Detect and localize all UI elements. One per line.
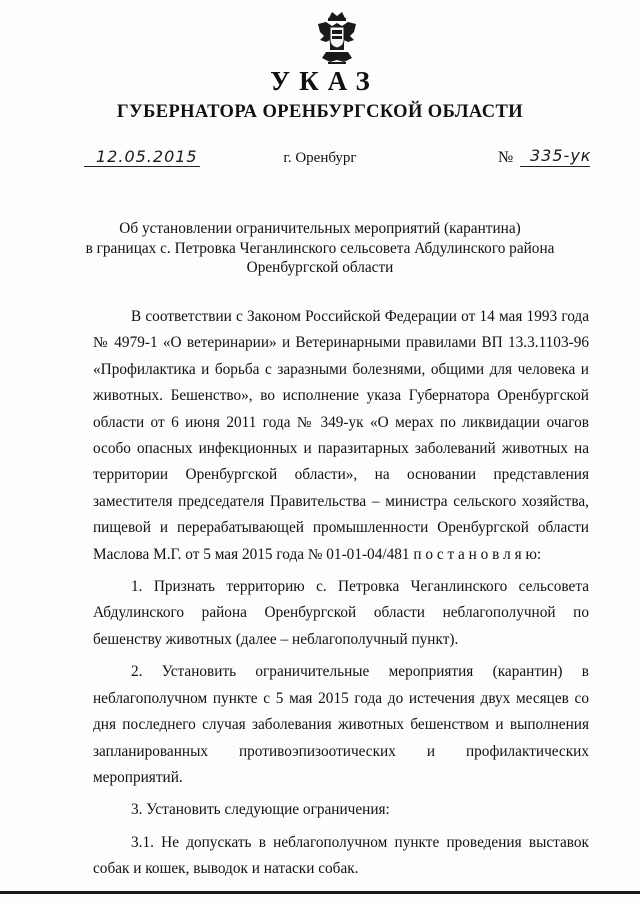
decree-city: г. Оренбург [283, 150, 357, 166]
document-subtitle: ГУБЕРНАТОРА ОРЕНБУРГСКОЙ ОБЛАСТИ [116, 102, 524, 122]
decree-date: 12.05.2015 [96, 147, 198, 166]
decree-heading [60, 219, 580, 278]
decree-number: 335-ук [530, 146, 592, 165]
document-title: УКАЗ [270, 66, 379, 96]
preamble-text: В соответствии с Законом Российской Федерации от 14 мая 1993 года № 4979-1 «О ветеринарии» и Ветеринарными правилами ВП 13.3.1103-96 «Профилактика и борьба с заразными болезнями, общими для человека и животных. Бешенство», во исполнение указа Губернатора Оренбургской области от 6 июня 2011 года № 349-ук «О мерах по ликвидации очагов особо опасных инфекционных и паразитарных заболеваний животных на территории Оренбургской области», на основании представления заместителя председателя Правительства – министра сельского хозяйства, пищевой и перерабатывающей промышленности Оренбургской области Маслова М.Г. от 5 мая 2015 года № 01-01-04/481 [93, 308, 589, 563]
clause-3-paragraph: 3. Установить следующие ограничения: [131, 801, 390, 819]
number-sign: № [498, 149, 514, 166]
clause-2-paragraph: 2. Установить ограничительные мероприятия (карантин) в неблагополучном пункте с 5 мая 2015 года до истечения двух месяцев со дня последнего случая заболевания животных бешенством и выполнения запланированных противоэпизоотических и профилактических мероприятий. [93, 663, 589, 786]
heading-line: Оренбургской области [246, 259, 394, 276]
heading-line: в границах с. Петровка Чеганлинского сельсовета Абдулинского района [85, 239, 555, 257]
heading-line: Об установлении ограничительных мероприятий (карантина) [119, 220, 521, 237]
number-underline [520, 166, 590, 167]
coat-of-arms-emblem [314, 10, 360, 66]
decree-body [93, 304, 589, 883]
preamble-paragraph [93, 304, 589, 568]
clause-3-1-paragraph: 3.1. Не допускать в неблагополучном пункте проведения выставок собак и кошек, выводок и натаски собак. [93, 833, 589, 878]
page-bottom-edge [0, 891, 640, 894]
decree-word: п о с т а н о в л я ю: [413, 545, 542, 563]
clause-1-paragraph: 1. Признать территорию с. Петровка Чеганлинского сельсовета Абдулинского района Оренбургской области неблагополучной по бешенству животных (далее – неблагополучный пункт). [93, 578, 589, 648]
